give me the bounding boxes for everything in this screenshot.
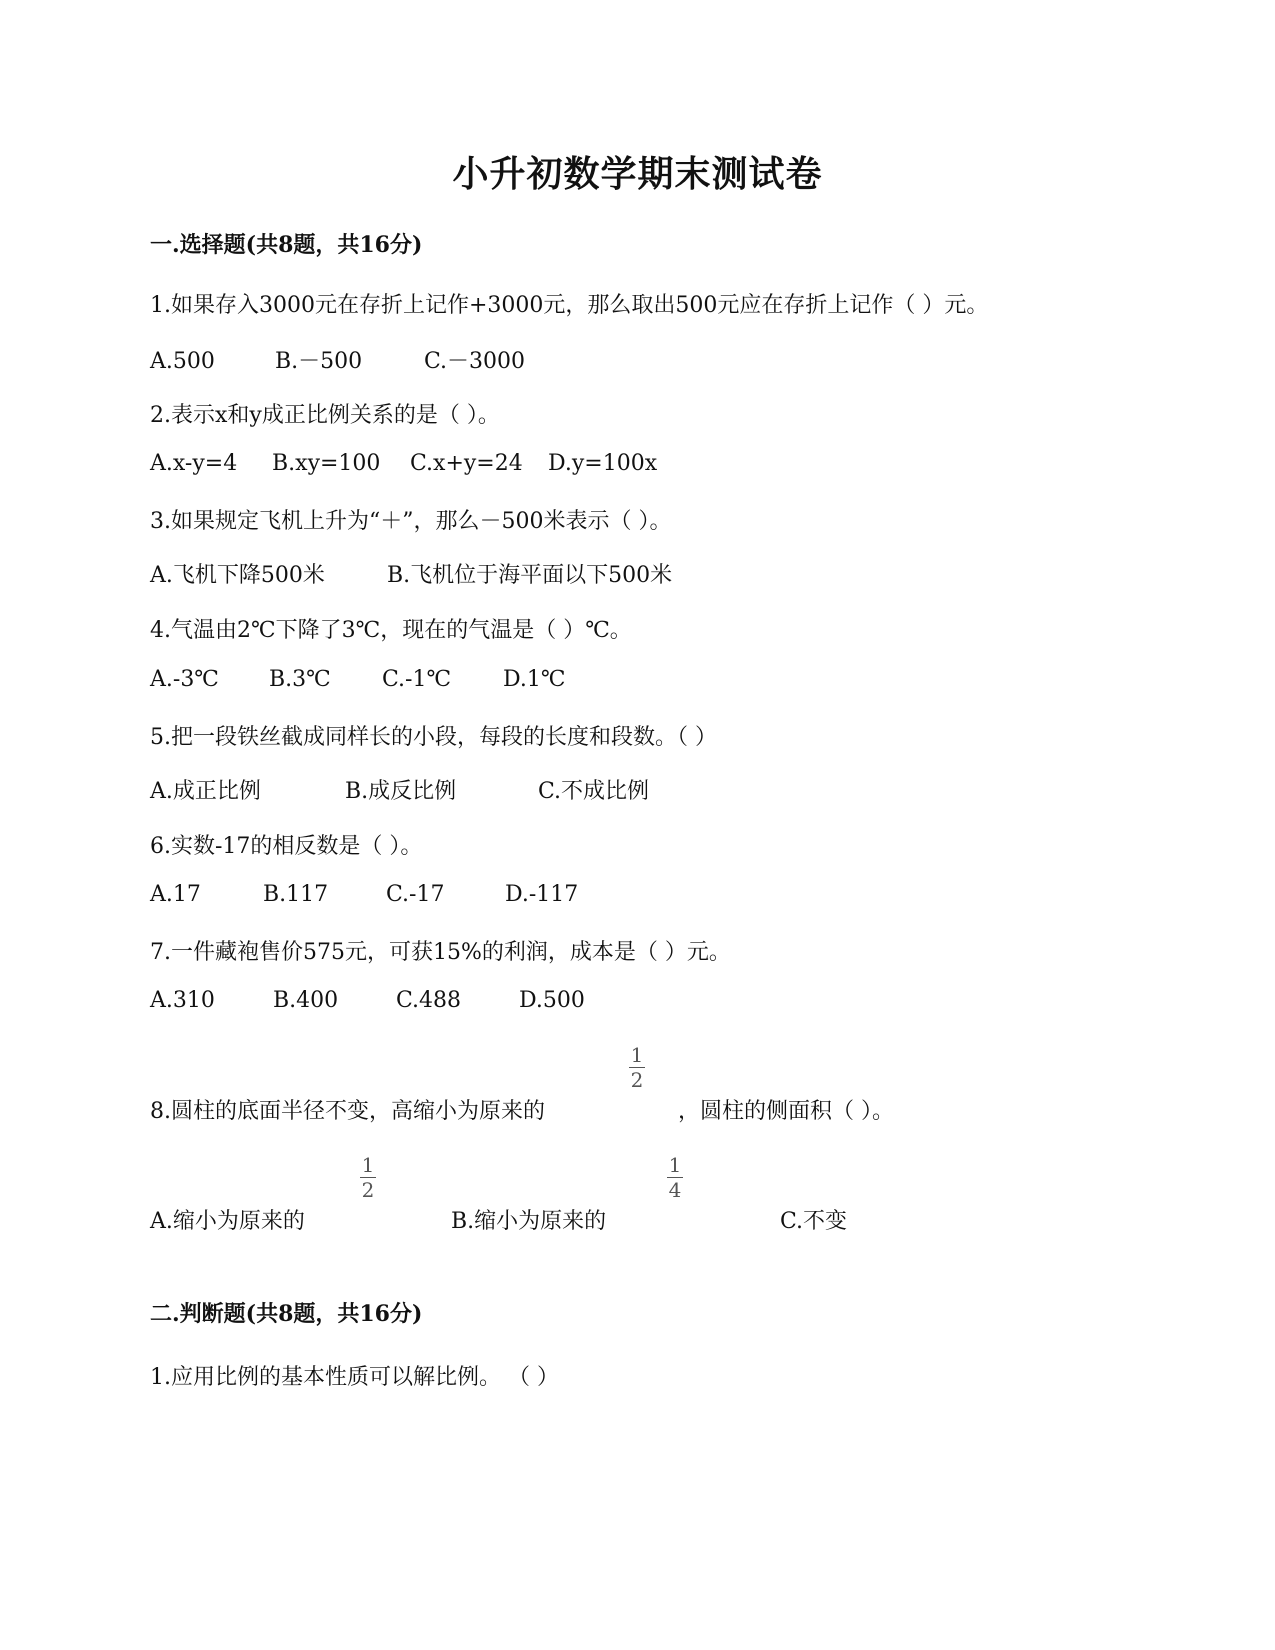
section-heading-choice: 一.选择题(共8题，共16分): [150, 232, 423, 258]
option-b: B.飞机位于海平面以下500米: [387, 563, 673, 588]
question-8-option-a-fraction: [360, 1154, 376, 1201]
option-a: A.成正比例: [150, 779, 261, 804]
question-8-text-before: 8.圆柱的底面半径不变，高缩小为原来的: [150, 1099, 545, 1124]
fraction-numerator: 1: [361, 1153, 375, 1177]
page-title: 小升初数学期末测试卷: [452, 153, 823, 195]
option-b: B.117: [263, 882, 329, 907]
question-1: 1.如果存入3000元在存折上记作+3000元，那么取出500元应在存折上记作（ ）元。: [150, 293, 989, 318]
question-8-option-b: B.缩小为原来的: [451, 1209, 607, 1234]
option-c: C.不成比例: [538, 779, 650, 804]
question-8: [150, 1094, 545, 1125]
question-6-options: [150, 882, 578, 907]
option-b: B.成反比例: [345, 779, 457, 804]
option-c: C.488: [396, 988, 462, 1013]
option-c: C.-17: [386, 882, 445, 907]
option-c: C.－3000: [424, 349, 526, 374]
option-b: B.xy=100: [272, 451, 381, 476]
question-8-text-after: ，圆柱的侧面积（ ）。: [678, 1099, 894, 1124]
question-1-options: [150, 344, 525, 375]
question-5-options: [150, 774, 649, 805]
question-6: 6.实数-17的相反数是（ ）。: [150, 834, 423, 859]
option-a: A.17: [150, 882, 201, 907]
question-8-option-b-fraction: [667, 1154, 683, 1201]
option-d: D.500: [519, 988, 585, 1013]
question-7: 7.一件藏袍售价575元，可获15%的利润，成本是（ ）元。: [150, 940, 731, 965]
question-8-option-a: A.缩小为原来的: [150, 1209, 305, 1234]
question-4-options: [150, 667, 565, 692]
option-c: C.x+y=24: [410, 451, 523, 476]
question-3-options: [150, 558, 672, 589]
question-2-options: [150, 451, 657, 476]
option-b: B.－500: [275, 349, 363, 374]
question-8-fraction: [629, 1044, 645, 1091]
question-7-options: [150, 988, 585, 1013]
option-a: A.500: [150, 349, 215, 374]
question-8-option-c: C.不变: [780, 1209, 848, 1234]
option-a: A.x-y=4: [150, 451, 238, 476]
judgment-question-1: 1.应用比例的基本性质可以解比例。 （ ）: [150, 1365, 559, 1390]
option-a: A.-3℃: [150, 667, 219, 692]
option-d: D.-117: [505, 882, 579, 907]
option-b: B.3℃: [269, 667, 331, 692]
option-a: A.飞机下降500米: [150, 563, 325, 588]
option-c: C.-1℃: [382, 667, 452, 692]
fraction-denominator: 2: [630, 1068, 644, 1092]
question-3: 3.如果规定飞机上升为“＋”，那么－500米表示（ ）。: [150, 509, 672, 534]
fraction-denominator: 4: [668, 1178, 682, 1202]
option-a: A.310: [150, 988, 215, 1013]
fraction-denominator: 2: [361, 1178, 375, 1202]
section-heading-judgment: 二.判断题(共8题，共16分): [150, 1301, 423, 1327]
question-4: 4.气温由2℃下降了3℃，现在的气温是（ ）℃。: [150, 618, 632, 643]
question-5: 5.把一段铁丝截成同样长的小段，每段的长度和段数。（ ）: [150, 725, 717, 750]
option-d: D.y=100x: [548, 451, 658, 476]
question-2: 2.表示x和y成正比例关系的是（ ）。: [150, 403, 500, 428]
option-b: B.400: [273, 988, 339, 1013]
fraction-numerator: 1: [668, 1153, 682, 1177]
option-d: D.1℃: [503, 667, 566, 692]
fraction-numerator: 1: [630, 1043, 644, 1067]
